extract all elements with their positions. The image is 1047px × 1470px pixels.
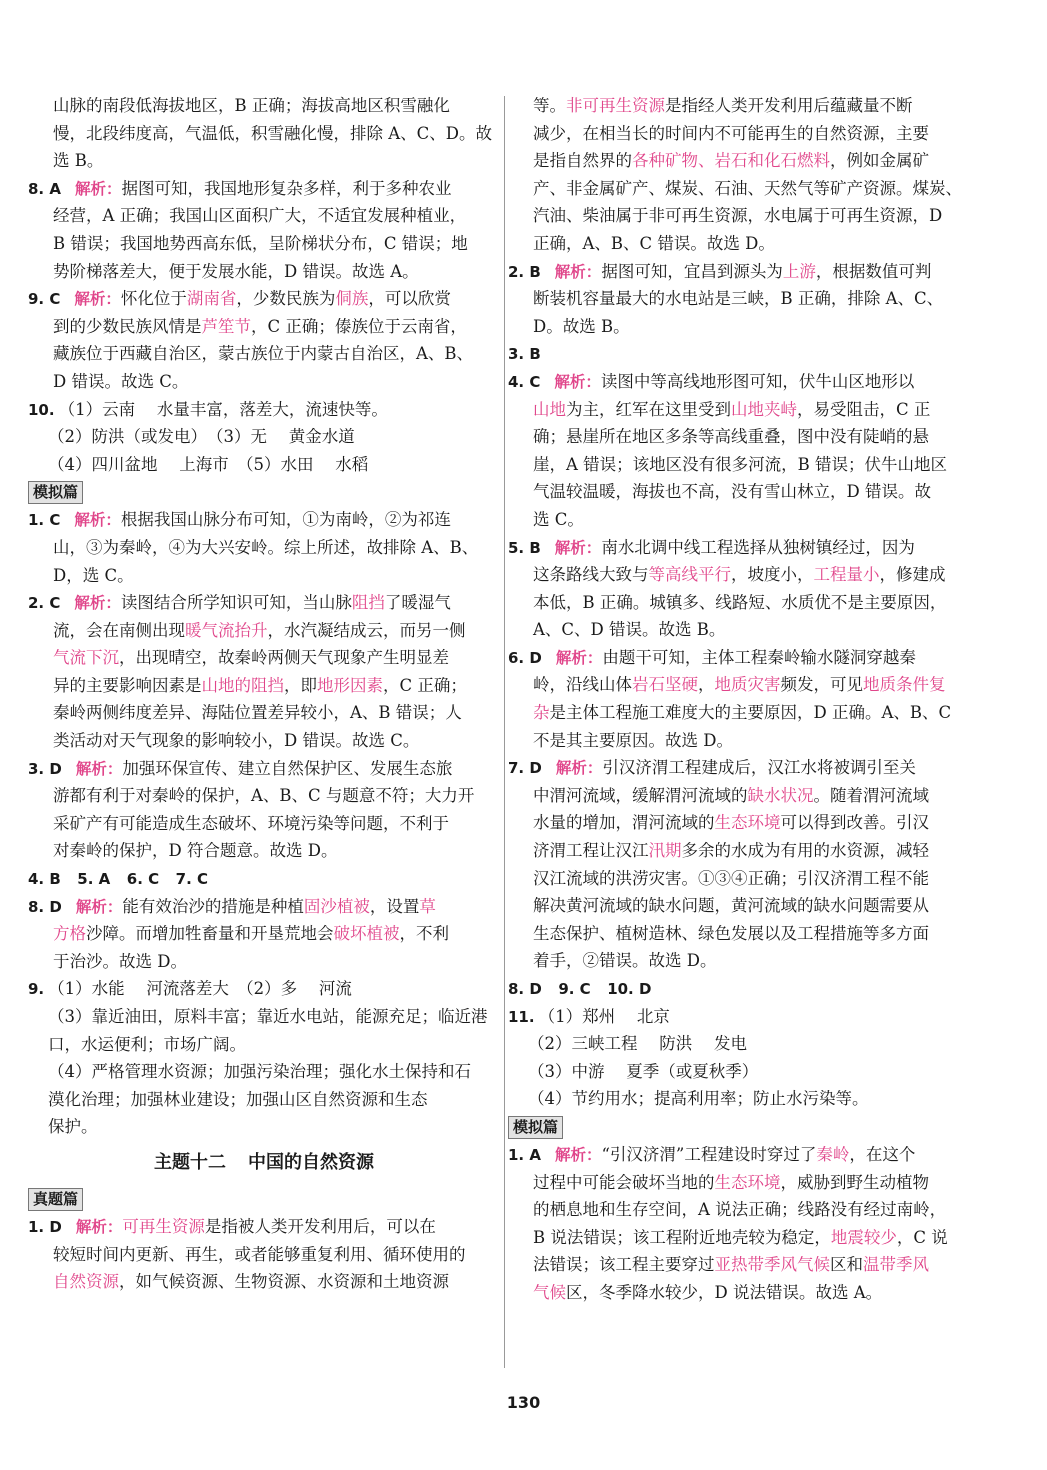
answer-number: 9. C xyxy=(28,290,61,309)
line-text: 是指自然界的 xyxy=(533,151,632,171)
analysis-label: 解析： xyxy=(555,648,603,667)
text-line xyxy=(508,202,986,230)
answer-number: 9. xyxy=(28,980,45,999)
text-line xyxy=(508,561,986,589)
line-text: 确；悬崖所在地区多条等高线重叠，图中没有陡峭的悬 xyxy=(533,427,929,447)
line-text: 势阶梯落差大，便于发展水能，D 错误。故选 A。 xyxy=(53,261,419,281)
answer-number: 7. C xyxy=(175,870,209,889)
line-text: 解决黄河流域的缺水问题，黄河流域的缺水问题需要从 xyxy=(533,896,929,916)
answer-item xyxy=(28,865,500,893)
text-line xyxy=(508,147,986,175)
line-text: 慢，北段纬度高，气温低，积雪融化慢，排除 A、C、D。故 xyxy=(53,123,493,143)
line-text: 区和 xyxy=(830,1255,863,1275)
line-text: 的栖息地和生存空间，A 说法正确；线路没有经过南岭， xyxy=(533,1200,947,1220)
section-tag-line xyxy=(28,478,500,506)
text-line xyxy=(508,423,986,451)
text-line xyxy=(508,892,986,920)
text-line xyxy=(508,478,986,506)
line-text: 水量的增加，渭河流域的 xyxy=(533,813,715,833)
highlight-term: 山地夹峙 xyxy=(731,399,797,419)
line-text: 经营，A 正确；我国山区面积广大，不适宜发展种植业， xyxy=(53,206,467,226)
answer-item xyxy=(508,754,986,975)
line-text: 崖，A 错误；该地区没有很多河流，B 错误；伏牛山地区 xyxy=(533,454,948,474)
highlight-term: 地震较少 xyxy=(830,1227,897,1247)
answer-number: 6. D xyxy=(508,648,542,667)
line-text: 秦岭两侧纬度差异、海陆位置差异较小，A、B 错误；人 xyxy=(53,703,462,723)
line-text: B 错误；我国地势西高东低，呈阶梯状分布，C 错误；地 xyxy=(53,233,468,253)
highlight-term: 暖气流抬升 xyxy=(185,620,268,640)
line-text: ，C 正确； xyxy=(383,675,467,695)
text-line xyxy=(508,120,986,148)
answer-item xyxy=(28,1213,500,1296)
analysis-label: 解析： xyxy=(554,538,602,557)
analysis-label: 解析： xyxy=(554,1145,602,1164)
line-text: 正确，A、B、C 错误。故选 D。 xyxy=(533,233,775,253)
analysis-label: 解析： xyxy=(554,372,601,391)
text-line xyxy=(28,699,500,727)
text-line xyxy=(28,313,500,341)
line-text: ，修建成 xyxy=(879,565,946,585)
text-line xyxy=(508,1003,986,1031)
highlight-term: 生态环境 xyxy=(714,1172,781,1192)
answer-item xyxy=(508,1141,986,1307)
highlight-term: 非可再生资源 xyxy=(566,96,665,115)
line-text: ，根据数值可判 xyxy=(815,261,932,281)
line-text: 根据我国山脉分布可知，①为南岭，②为祁连 xyxy=(120,510,451,530)
answer-number: 10. xyxy=(28,400,55,419)
line-text: ，威胁到野生动植物 xyxy=(780,1172,929,1192)
line-text: ，设置 xyxy=(369,896,420,916)
analysis-label: 解析： xyxy=(75,759,123,778)
text-line xyxy=(28,617,500,645)
answer-item xyxy=(28,396,500,479)
line-text: （4）四川盆地 上海市 （5）水田 水稻 xyxy=(48,454,369,474)
text-line xyxy=(508,313,986,341)
answer-number: 3. B xyxy=(508,345,541,364)
line-text: （3）靠近油田，原料丰富；靠近水电站，能源充足；临近港 xyxy=(48,1007,488,1026)
highlight-term: 地质灾害 xyxy=(714,675,781,695)
text-line xyxy=(508,1169,986,1197)
line-text: 异的主要影响因素是 xyxy=(53,675,202,695)
answer-item xyxy=(28,285,500,395)
text-line xyxy=(508,1085,986,1113)
answer-item xyxy=(508,644,986,754)
text-line xyxy=(508,534,986,562)
highlight-term: 破坏植被 xyxy=(333,924,400,944)
text-line xyxy=(508,368,986,396)
line-text: 中渭河流域，缓解渭河流域的 xyxy=(533,785,748,805)
answer-number: 6. C xyxy=(126,870,160,889)
line-text: 断装机容量最大的水电站是三峡，B 正确，排除 A、C、 xyxy=(533,289,944,309)
text-line xyxy=(28,1003,500,1031)
text-line xyxy=(508,782,986,810)
line-text: 对秦岭的保护，D 符合题意。故选 D。 xyxy=(53,841,338,861)
text-line xyxy=(28,562,500,590)
text-line xyxy=(508,644,986,672)
line-text: 采矿产有可能造成生态破坏、环境污染等问题，不利于 xyxy=(53,813,449,833)
answer-number: 10. D xyxy=(607,980,652,998)
column-divider xyxy=(504,96,505,1368)
line-text: 藏族位于西藏自治区，蒙古族位于内蒙古自治区，A、B、 xyxy=(53,344,474,364)
text-line xyxy=(508,699,986,727)
line-text: 济渭工程让汉江 xyxy=(533,841,649,861)
line-text: ，C 正确；傣族位于云南省， xyxy=(251,316,467,336)
text-line xyxy=(508,754,986,782)
text-line xyxy=(508,671,986,699)
line-text: D，选 C。 xyxy=(53,565,134,585)
line-text: 由题干可知，主体工程秦岭输水隧洞穿越秦 xyxy=(602,647,916,667)
text-line xyxy=(508,1224,986,1252)
line-text: 山，③为秦岭，④为大兴安岭。综上所述，故排除 A、B、 xyxy=(53,537,479,557)
answer-number: 8. D xyxy=(508,980,542,998)
highlight-term: 地质条件复 xyxy=(863,675,946,695)
answer-number: 7. D xyxy=(508,759,542,778)
text-line xyxy=(508,175,986,203)
analysis-label: 解析： xyxy=(75,1217,123,1236)
answer-item xyxy=(28,92,500,175)
highlight-term: 芦笙节 xyxy=(201,316,251,336)
highlight-term: 工程量小 xyxy=(813,565,880,585)
line-text: 这条路线大致与 xyxy=(533,565,649,585)
line-text: 口，水运便利；市场广阔。 xyxy=(48,1034,246,1054)
line-text: 岭，沿线山体 xyxy=(533,675,632,695)
line-text: （1）郑州 北京 xyxy=(538,1006,670,1026)
answer-number: 2. B xyxy=(508,262,541,281)
analysis-label: 解析： xyxy=(75,897,123,916)
line-text: 流，会在南侧出现 xyxy=(53,620,185,640)
highlight-term: 岩石坚硬 xyxy=(632,675,698,695)
line-text: 着手，②错误。故选 D。 xyxy=(533,951,717,971)
text-line xyxy=(28,644,500,672)
page-number: 130 xyxy=(506,1393,541,1412)
line-text: 是主体工程施工难度大的主要原因，D 正确。A、B、C xyxy=(549,703,952,723)
text-line xyxy=(28,340,500,368)
highlight-term: 固沙植被 xyxy=(303,896,370,916)
text-line xyxy=(508,92,986,120)
highlight-term: 可再生资源 xyxy=(122,1216,205,1236)
answer-number: 9. C xyxy=(558,980,591,998)
analysis-label: 解析： xyxy=(555,759,603,778)
line-text: 产、非金属矿产、煤炭、石油、天然气等矿产资源。煤炭、 xyxy=(533,178,962,198)
line-text: ，即 xyxy=(284,675,317,695)
answer-item xyxy=(28,589,500,755)
text-line xyxy=(28,534,500,562)
highlight-term: 气流下沉 xyxy=(53,648,119,668)
line-text: “引汉济渭”工程建设时穿过了 xyxy=(601,1144,817,1164)
highlight-term: 缺水状况 xyxy=(747,785,814,805)
text-line xyxy=(508,727,986,755)
section-title xyxy=(28,1141,500,1185)
line-text: 气温较温暖，海拔也不高，没有雪山林立，D 错误。故 xyxy=(533,482,931,502)
text-line xyxy=(28,451,500,479)
answer-number: 11. xyxy=(508,1007,535,1026)
highlight-term: 气候 xyxy=(533,1282,566,1302)
highlight-term: 山地的阻挡 xyxy=(201,675,284,695)
text-line xyxy=(28,782,500,810)
text-line xyxy=(508,616,986,644)
line-text: ，水汽凝结成云，而另一侧 xyxy=(267,620,466,640)
line-text: ，如气候资源、生物资源、水资源和土地资源 xyxy=(119,1272,449,1292)
line-text: 区，冬季降水较少，D 说法错误。故选 A。 xyxy=(566,1282,883,1302)
text-line xyxy=(28,589,500,617)
line-text: 沙障。而增加牲畜量和开垦荒地会 xyxy=(86,924,334,944)
section-tag-line xyxy=(508,1113,986,1141)
highlight-term: 上游 xyxy=(782,261,816,281)
answer-item xyxy=(28,893,500,976)
text-line xyxy=(28,1031,500,1059)
analysis-label: 解析： xyxy=(554,262,602,281)
answer-number: 1. A xyxy=(508,1145,541,1164)
line-text: ，出现晴空，故秦岭两侧天气现象产生明显差 xyxy=(119,648,449,668)
text-line xyxy=(508,809,986,837)
line-text: 可以得到改善。引汉 xyxy=(780,813,929,833)
analysis-label: 解析： xyxy=(74,594,121,613)
line-text: 多余的水成为有用的水资源，减轻 xyxy=(681,841,929,861)
section-title-number: 主题十二 xyxy=(154,1151,226,1173)
text-line xyxy=(28,258,500,286)
line-text: 引汉济渭工程建成后，汉江水将被调引至关 xyxy=(602,758,916,778)
line-text: ，少数民族为 xyxy=(236,289,336,309)
answer-item xyxy=(508,975,986,1003)
text-line xyxy=(28,396,500,424)
answer-item xyxy=(28,755,500,865)
text-line xyxy=(28,920,500,948)
line-text: 等。 xyxy=(533,96,566,115)
highlight-term: 生态环境 xyxy=(714,813,781,833)
highlight-term: 各种矿物、岩石和化石燃料 xyxy=(632,151,830,171)
answer-item xyxy=(508,534,986,644)
text-line xyxy=(508,230,986,258)
text-line xyxy=(28,727,500,755)
answer-item xyxy=(508,1003,986,1113)
text-line xyxy=(28,948,500,976)
line-text: （1）水能 河流落差大 （2）多 河流 xyxy=(48,979,352,999)
line-text: 是指被人类开发利用后，可以在 xyxy=(204,1216,436,1236)
line-text: 是指经人类开发利用后蕴藏量不断 xyxy=(665,96,913,115)
text-line xyxy=(508,947,986,975)
answer-number: 8. D xyxy=(28,897,62,916)
text-line xyxy=(28,1213,500,1241)
line-text: 类活动对天气现象的影响较小，D 错误。故选 C。 xyxy=(53,731,420,751)
highlight-term: 汛期 xyxy=(648,841,682,861)
text-line xyxy=(508,285,986,313)
answer-number: 5. A xyxy=(77,870,111,889)
answer-number: 4. C xyxy=(508,372,541,391)
text-line xyxy=(508,396,986,424)
answer-number: 4. B xyxy=(28,870,61,889)
text-line xyxy=(508,865,986,893)
text-line xyxy=(28,285,500,313)
line-text: ，C 说 xyxy=(896,1227,948,1247)
text-line xyxy=(28,672,500,700)
text-line xyxy=(508,1251,986,1279)
text-line xyxy=(28,837,500,865)
line-text: 了暖湿气 xyxy=(384,593,451,613)
text-line xyxy=(28,755,500,783)
text-line xyxy=(508,258,986,286)
text-line xyxy=(508,920,986,948)
answer-number: 2. C xyxy=(28,594,61,613)
highlight-term: 方格 xyxy=(53,924,86,944)
text-line xyxy=(28,1268,500,1296)
analysis-label: 解析： xyxy=(74,511,121,530)
line-text: 较短时间内更新、再生，或者能够重复利用、循环使用的 xyxy=(53,1244,466,1264)
text-line xyxy=(28,202,500,230)
line-text: 山脉的南段低海拔地区，B 正确；海拔高地区积雪融化 xyxy=(53,96,450,115)
text-line xyxy=(28,810,500,838)
text-line xyxy=(28,368,500,396)
answer-item xyxy=(508,258,986,341)
text-line xyxy=(28,1086,500,1114)
line-text: 于治沙。故选 D。 xyxy=(53,951,187,971)
text-line xyxy=(508,1030,986,1058)
line-text: 怀化位于 xyxy=(120,289,187,309)
text-line xyxy=(508,837,986,865)
text-line xyxy=(28,120,500,148)
line-text: 法错误；该工程主要穿过 xyxy=(533,1255,715,1275)
highlight-term: 草 xyxy=(419,896,436,916)
line-text: （4）节约用水；提高利用率；防止水污染等。 xyxy=(528,1089,869,1109)
answer-item xyxy=(508,92,986,258)
line-text: （2）三峡工程 防洪 发电 xyxy=(528,1034,747,1054)
highlight-term: 温带季风 xyxy=(863,1255,929,1275)
text-line xyxy=(508,589,986,617)
highlight-term: 湖南省 xyxy=(186,289,237,309)
line-text: 到的少数民族风情是 xyxy=(53,316,202,336)
line-text: ，在这个 xyxy=(849,1144,916,1164)
line-text: 频发，可见 xyxy=(780,675,863,695)
highlight-term: 阻挡 xyxy=(351,593,385,613)
text-line xyxy=(508,1279,986,1307)
line-text: 读图结合所学知识可知，当山脉 xyxy=(120,593,352,613)
section-title-text: 中国的自然资源 xyxy=(248,1151,374,1173)
text-line xyxy=(508,1196,986,1224)
line-text: ，易受阻击，C 正 xyxy=(797,399,931,419)
text-line xyxy=(28,893,500,921)
line-text: 减少，在相当长的时间内不可能再生的自然资源，主要 xyxy=(533,123,929,143)
line-text: 为主，红军在这里受到 xyxy=(566,399,731,419)
line-text: ，例如金属矿 xyxy=(830,151,929,171)
highlight-term: 自然资源 xyxy=(53,1272,119,1292)
highlight-term: 等高线平行 xyxy=(648,565,731,585)
text-line xyxy=(28,92,500,120)
text-line xyxy=(508,340,986,368)
section-tag-line xyxy=(28,1185,500,1213)
text-line xyxy=(28,865,500,893)
answer-item xyxy=(508,368,986,534)
analysis-label: 解析： xyxy=(74,290,121,309)
right-column xyxy=(508,92,986,1307)
section-tag: 模拟篇 xyxy=(28,481,83,504)
line-text: （4）严格管理水资源；加强污染治理；强化水土保持和石 xyxy=(48,1062,471,1082)
line-text: 选 B。 xyxy=(53,151,104,171)
section-tag: 真题篇 xyxy=(28,1188,83,1211)
line-text: 本低，B 正确。城镇多、线路短、水质优不是主要原因， xyxy=(533,592,947,612)
answer-item xyxy=(508,340,986,368)
text-line xyxy=(28,423,500,451)
line-text: 读图中等高线地形图可知，伏牛山区地形以 xyxy=(600,371,915,391)
text-line xyxy=(508,975,986,1003)
line-text: 漠化治理；加强林业建设；加强山区自然资源和生态 xyxy=(48,1089,428,1109)
line-text: 保护。 xyxy=(48,1117,98,1137)
text-line xyxy=(28,975,500,1003)
line-text: 汽油、柴油属于非可再生资源，水电属于可再生资源，D xyxy=(533,206,943,226)
text-line xyxy=(28,1113,500,1141)
answer-number: 1. C xyxy=(28,511,61,530)
text-line xyxy=(508,506,986,534)
text-line xyxy=(28,230,500,258)
text-line xyxy=(508,451,986,479)
highlight-term: 亚热带季风气候 xyxy=(714,1255,830,1275)
line-text: ， xyxy=(698,675,715,695)
highlight-term: 地形因素 xyxy=(317,675,383,695)
line-text: 能有效治沙的措施是种植 xyxy=(122,896,304,916)
line-text: （3）中游 夏季（或夏秋季） xyxy=(528,1061,759,1081)
line-text: 据图可知，宜昌到源头为 xyxy=(601,261,783,281)
line-text: ，不利 xyxy=(399,924,449,944)
text-line xyxy=(28,1241,500,1269)
line-text: B 说法错误；该工程附近地壳较为稳定， xyxy=(533,1227,831,1247)
text-line xyxy=(28,1058,500,1086)
text-line xyxy=(508,1141,986,1169)
line-text: 据图可知，我国地形复杂多样，利于多种农业 xyxy=(121,178,452,198)
analysis-label: 解析： xyxy=(74,179,122,198)
answer-item xyxy=(28,175,500,285)
left-column xyxy=(28,92,500,1296)
answer-item xyxy=(28,506,500,589)
line-text: D。故选 B。 xyxy=(533,316,630,336)
text-line xyxy=(28,175,500,203)
line-text: 加强环保宣传、建立自然保护区、发展生态旅 xyxy=(122,758,453,778)
line-text: 选 C。 xyxy=(533,509,584,529)
line-text: D 错误。故选 C。 xyxy=(53,371,189,391)
text-line xyxy=(508,1058,986,1086)
line-text: A、C、D 错误。故选 B。 xyxy=(533,620,726,640)
highlight-term: 秦岭 xyxy=(816,1144,850,1164)
answer-item xyxy=(28,975,500,1141)
answer-number: 1. D xyxy=(28,1217,62,1236)
highlight-term: 杂 xyxy=(533,703,550,723)
line-text: 过程中可能会破坏当地的 xyxy=(533,1172,715,1192)
highlight-term: 山地 xyxy=(533,399,566,419)
answer-number: 3. D xyxy=(28,759,62,778)
text-line xyxy=(28,147,500,175)
line-text: 不是其主要原因。故选 D。 xyxy=(533,730,733,750)
highlight-term: 侗族 xyxy=(335,289,369,309)
line-text: 汉江流域的洪涝灾害。①③④正确；引汉济渭工程不能 xyxy=(533,868,929,888)
answer-number: 5. B xyxy=(508,538,541,557)
text-line xyxy=(28,506,500,534)
line-text: 游都有利于对秦岭的保护，A、B、C 与题意不符；大力开 xyxy=(53,786,475,806)
line-text: （1）云南 水量丰富，落差大，流速快等。 xyxy=(58,399,388,419)
section-tag: 模拟篇 xyxy=(508,1116,563,1139)
line-text: ，坡度小， xyxy=(731,565,814,585)
line-text: （2）防洪（或发电） （3）无 黄金水道 xyxy=(48,427,355,447)
line-text: 南水北调中线工程选择从独树镇经过，因为 xyxy=(601,537,915,557)
line-text: 生态保护、植树造林、绿色发展以及工程措施等多方面 xyxy=(533,923,929,943)
line-text: ，可以欣赏 xyxy=(368,289,451,309)
answer-number: 8. A xyxy=(28,179,61,198)
line-text: 。随着渭河流域 xyxy=(813,785,929,805)
